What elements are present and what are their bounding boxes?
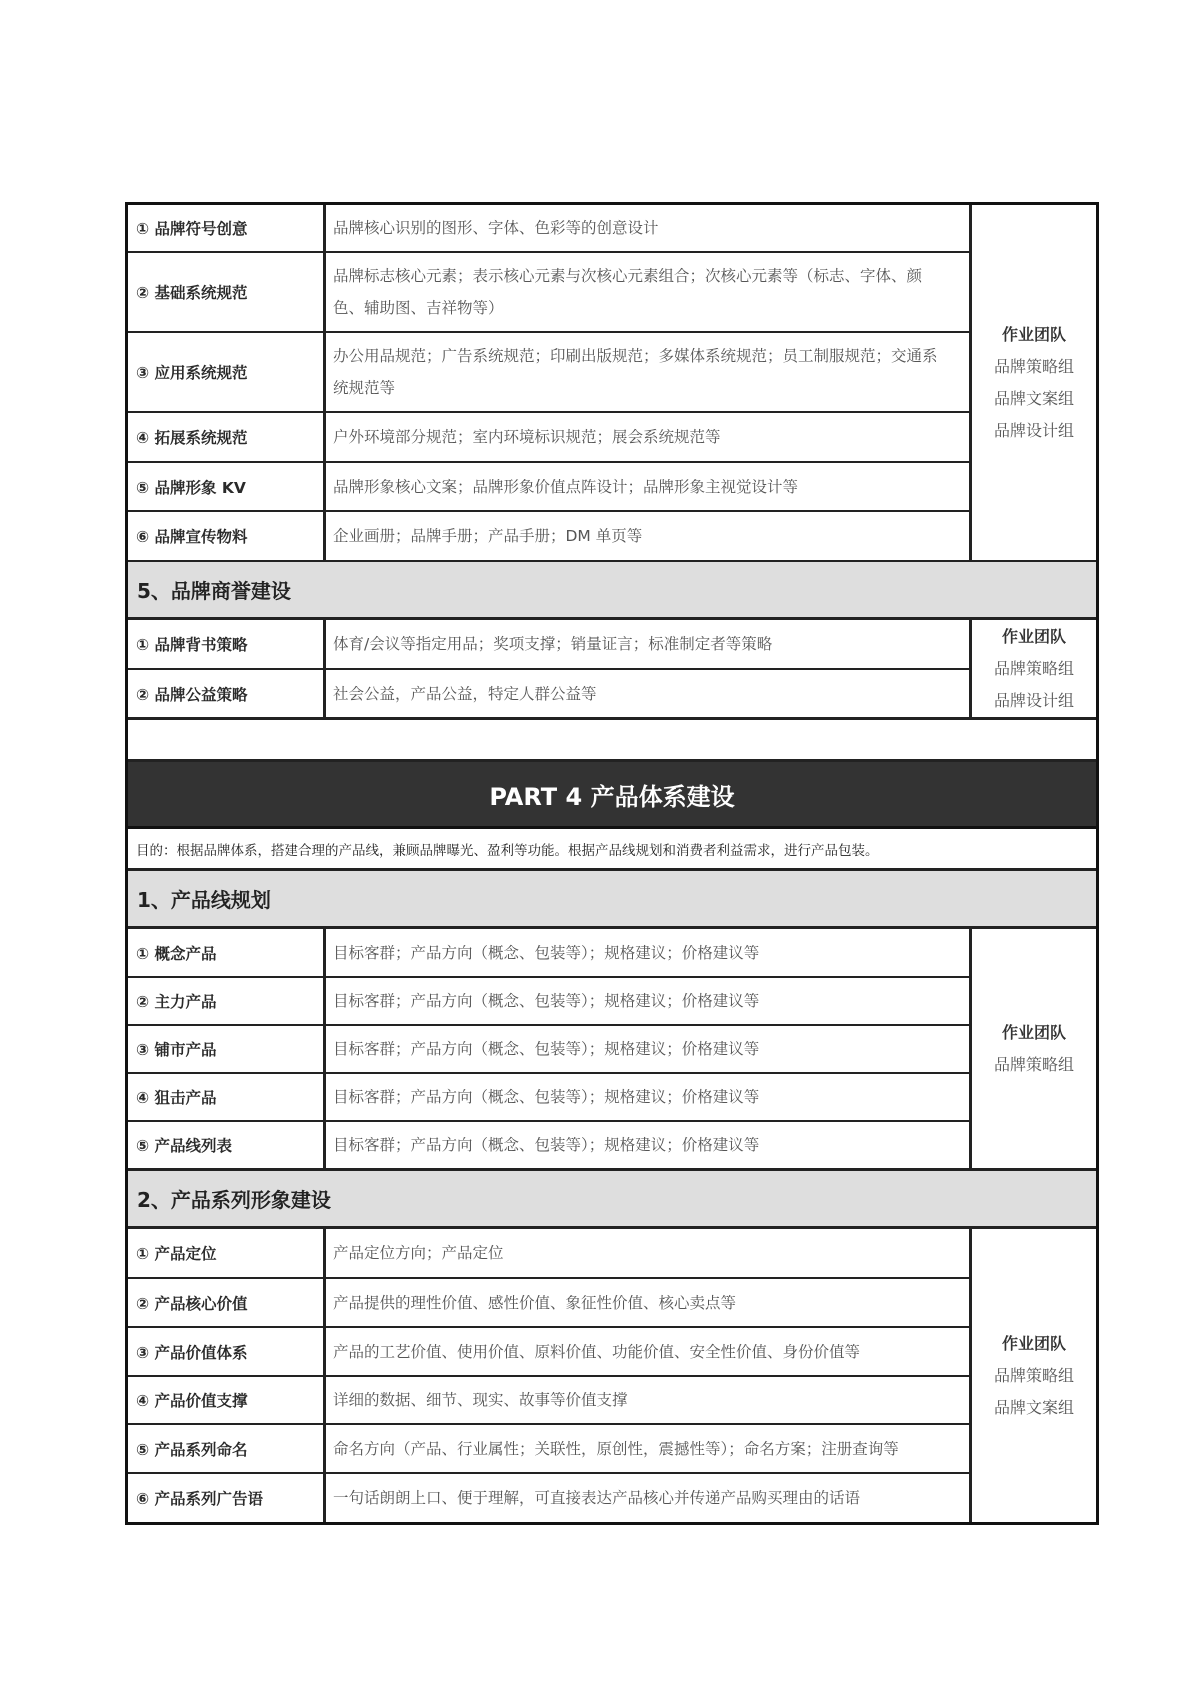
section5-group [128, 620, 1096, 720]
row-name: ① 产品定位 [128, 1229, 326, 1279]
purpose-text: 目的：根据品牌体系，搭建合理的产品线，兼顾品牌曝光、盈利等功能。根据产品线规划和消费者利益需求，进行产品包装。 [128, 829, 1096, 871]
team-member: 品牌策略组 [993, 658, 1074, 678]
row-name: ③ 铺市产品 [128, 1026, 326, 1074]
team-member: 品牌设计组 [993, 690, 1074, 710]
row-desc: 办公用品规范；广告系统规范；印刷出版规范；多媒体系统规范；员工制服规范；交通系统规范等 [326, 333, 972, 413]
row-name: ① 品牌背书策略 [128, 620, 326, 670]
team-cell [972, 620, 1096, 720]
row-name: ① 品牌符号创意 [128, 205, 326, 253]
row-name: ② 产品核心价值 [128, 1279, 326, 1328]
brand-symbol-group [128, 205, 1096, 562]
team-member: 品牌策略组 [993, 1054, 1074, 1074]
row-name: ⑤ 产品线列表 [128, 1122, 326, 1171]
team-member: 品牌文案组 [993, 388, 1074, 408]
row-desc: 品牌标志核心元素；表示核心元素与次核心元素组合；次核心元素等（标志、字体、颜色、辅助图、吉祥物等） [326, 253, 972, 333]
team-member: 品牌设计组 [993, 420, 1074, 440]
row-name: ④ 产品价值支撑 [128, 1377, 326, 1425]
row-desc: 产品提供的理性价值、感性价值、象征性价值、核心卖点等 [326, 1279, 972, 1328]
row-name: ④ 狙击产品 [128, 1074, 326, 1122]
row-name: ⑤ 产品系列命名 [128, 1425, 326, 1474]
blank-row [128, 720, 1096, 762]
team-cell [972, 929, 1096, 1171]
row-desc: 详细的数据、细节、现实、故事等价值支撑 [326, 1377, 972, 1425]
row-name: ④ 拓展系统规范 [128, 413, 326, 463]
team-title: 作业团队 [1001, 324, 1066, 344]
team-member: 品牌策略组 [993, 1365, 1074, 1385]
row-name: ③ 产品价值体系 [128, 1328, 326, 1377]
team-title: 作业团队 [1001, 1022, 1066, 1042]
row-desc: 产品定位方向；产品定位 [326, 1229, 972, 1279]
team-title: 作业团队 [1001, 1333, 1066, 1353]
row-name: ③ 应用系统规范 [128, 333, 326, 413]
team-cell [972, 205, 1096, 562]
row-name: ② 主力产品 [128, 978, 326, 1026]
row-desc: 目标客群；产品方向（概念、包装等）；规格建议；价格建议等 [326, 929, 972, 978]
row-desc: 体育/会议等指定用品；奖项支撑；销量证言；标准制定者等策略 [326, 620, 972, 670]
row-desc: 目标客群；产品方向（概念、包装等）；规格建议；价格建议等 [326, 1122, 972, 1171]
section-heading: 5、品牌商誉建设 [128, 562, 1096, 620]
row-desc: 一句话朗朗上口、便于理解，可直接表达产品核心并传递产品购买理由的话语 [326, 1474, 972, 1522]
brand-plan-table [125, 202, 1099, 1525]
section1-group [128, 929, 1096, 1171]
row-desc: 目标客群；产品方向（概念、包装等）；规格建议；价格建议等 [326, 1074, 972, 1122]
row-name: ⑥ 品牌宣传物料 [128, 512, 326, 562]
row-name: ② 品牌公益策略 [128, 670, 326, 720]
row-name: ⑥ 产品系列广告语 [128, 1474, 326, 1522]
team-title: 作业团队 [1001, 626, 1066, 646]
row-desc: 目标客群；产品方向（概念、包装等）；规格建议；价格建议等 [326, 1026, 972, 1074]
section2-group [128, 1229, 1096, 1522]
row-desc: 目标客群；产品方向（概念、包装等）；规格建议；价格建议等 [326, 978, 972, 1026]
team-member: 品牌文案组 [993, 1397, 1074, 1417]
row-desc: 企业画册；品牌手册；产品手册；DM 单页等 [326, 512, 972, 562]
row-desc: 社会公益，产品公益，特定人群公益等 [326, 670, 972, 720]
row-name: ① 概念产品 [128, 929, 326, 978]
row-desc: 产品的工艺价值、使用价值、原料价值、功能价值、安全性价值、身份价值等 [326, 1328, 972, 1377]
row-name: ② 基础系统规范 [128, 253, 326, 333]
section-heading: 1、产品线规划 [128, 871, 1096, 929]
row-name: ⑤ 品牌形象 KV [128, 463, 326, 512]
team-member: 品牌策略组 [993, 356, 1074, 376]
row-desc: 品牌形象核心文案；品牌形象价值点阵设计；品牌形象主视觉设计等 [326, 463, 972, 512]
row-desc: 命名方向（产品、行业属性；关联性，原创性，震撼性等）；命名方案；注册查询等 [326, 1425, 972, 1474]
row-desc: 户外环境部分规范；室内环境标识规范；展会系统规范等 [326, 413, 972, 463]
part-title: PART 4 产品体系建设 [128, 762, 1096, 829]
section-heading: 2、产品系列形象建设 [128, 1171, 1096, 1229]
team-cell [972, 1229, 1096, 1522]
row-desc: 品牌核心识别的图形、字体、色彩等的创意设计 [326, 205, 972, 253]
